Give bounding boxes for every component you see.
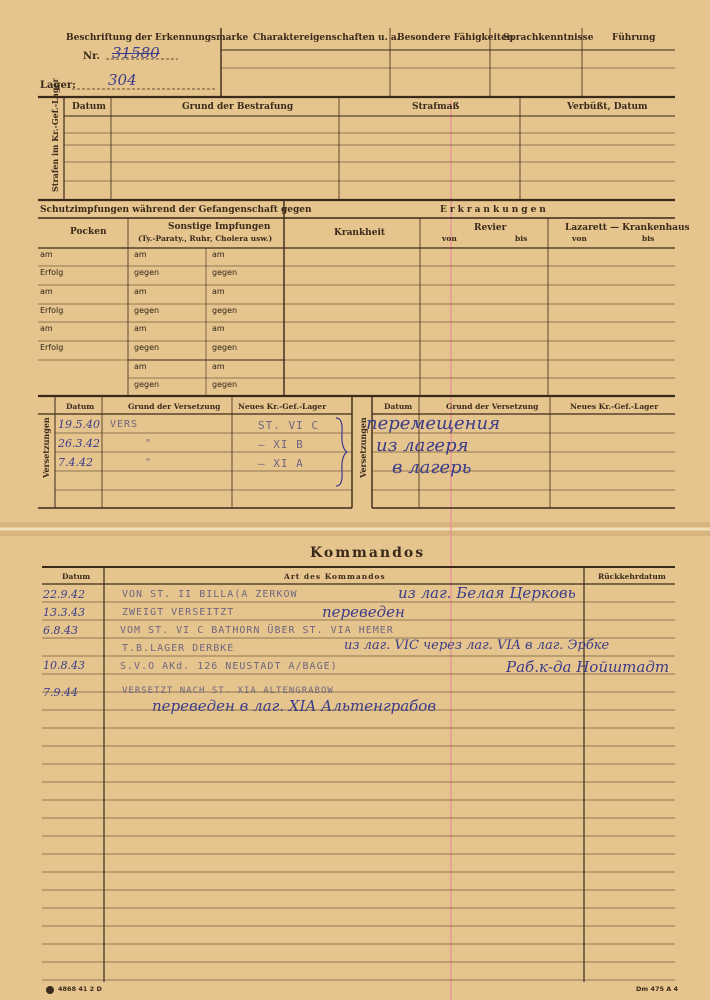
- vers-header-grund-2: Grund der Versetzung: [446, 402, 539, 411]
- vers-header-grund: Grund der Versetzung: [128, 402, 221, 411]
- impfungen-title: Schutzimpfungen während der Gefangenschaft gegen: [40, 205, 312, 215]
- komm-datum-3: 6.8.43: [43, 624, 78, 637]
- impfung-cell: am: [212, 324, 225, 333]
- versetzungen-side-label-left: Versetzungen: [41, 417, 51, 478]
- lazarett-header: Lazarett — Krankenhaus: [565, 223, 690, 233]
- komm-note-5: Раб.к-да Нойштадт: [506, 658, 670, 676]
- impfung-cell: am: [40, 250, 53, 259]
- footer-left: 4868 41 2 D: [58, 985, 102, 993]
- komm-text-4: T.B.LAGER DERBKE: [122, 643, 235, 654]
- impfung-cell: am: [212, 287, 225, 296]
- vers-header-lager-2: Neues Kr.-Gef.-Lager: [570, 402, 659, 411]
- header-charakter: Charaktereigenschaften u. a.: [253, 33, 400, 43]
- vers-grund-2: ": [145, 438, 153, 449]
- lazarett-bis: bis: [642, 234, 655, 243]
- komm-note-2: переведен: [322, 603, 405, 621]
- lazarett-von: von: [572, 234, 587, 243]
- impfung-cell: am: [134, 362, 147, 371]
- vers-header-datum-2: Datum: [384, 402, 413, 411]
- impfung-cell: am: [212, 250, 225, 259]
- kommandos-title: Kommandos: [310, 545, 426, 561]
- impfung-cell: gegen: [134, 343, 160, 352]
- impfung-cell: am: [134, 250, 147, 259]
- impfung-cell: gegen: [212, 380, 238, 389]
- komm-datum-2: 13.3.43: [43, 606, 85, 619]
- vers-lager-1: ST. VI C: [258, 419, 319, 432]
- komm-note-7: переведен в лаг. XIA Альтенграбов: [152, 697, 437, 715]
- komm-text-6: VERSETZT NACH ST. XIA ALTENGRABOW: [122, 686, 334, 696]
- komm-note-4: из лаг. VIC через лаг. VIA в лаг. Эрбке: [344, 638, 610, 653]
- komm-note-1: из лаг. Белая Церковь: [398, 584, 576, 602]
- revier-von: von: [442, 234, 457, 243]
- vers-header-lager: Neues Kr.-Gef.-Lager: [238, 402, 327, 411]
- vers-datum-3: 7.4.42: [58, 456, 93, 469]
- impfung-cell: gegen: [212, 268, 238, 277]
- impfung-cell: gegen: [134, 306, 160, 315]
- komm-datum-5: 7.9.44: [43, 686, 78, 699]
- strafen-side-label: Strafen im Kr.-Gef.-Lager: [50, 78, 60, 192]
- marke-label: Beschriftung der Erkennungsmarke: [66, 33, 249, 43]
- impfung-cell: Erfolg: [40, 343, 64, 352]
- komm-text-2: ZWEIGT VERSEITZT: [122, 607, 235, 618]
- strafen-header-datum: Datum: [72, 102, 106, 112]
- versetzungen-side-label-right: Versetzungen: [358, 417, 368, 478]
- revier-bis: bis: [515, 234, 528, 243]
- impfung-cell: Erfolg: [40, 306, 64, 315]
- komm-text-5: S.V.O AKd. 126 NEUSTADT A/BAGE): [120, 661, 338, 672]
- pocken-header: Pocken: [70, 227, 107, 237]
- vers-header-datum: Datum: [66, 402, 95, 411]
- impfung-cell: am: [134, 324, 147, 333]
- impfung-cell: gegen: [134, 268, 160, 277]
- komm-datum-4: 10.8.43: [43, 659, 85, 672]
- header-fuehrung: Führung: [612, 33, 656, 43]
- vers-lager-2: — XI B: [258, 438, 304, 451]
- header-sprachen: Sprachkenntnisse: [503, 33, 594, 43]
- printer-mark-icon: [46, 986, 54, 994]
- komm-header-art: Art des Kommandos: [284, 572, 386, 581]
- komm-text-1: VON ST. II BILLA(A ZERKOW: [122, 589, 298, 600]
- komm-text-3: VOM ST. VI C BATHORN ÜBER ST. VIA HEMER: [120, 625, 394, 636]
- vers-lager-3: — XI A: [258, 457, 304, 470]
- sonstige-header: Sonstige Impfungen: [168, 222, 271, 232]
- footer-right: Dm 475 A 4: [636, 985, 679, 993]
- lager-value: 304: [108, 71, 137, 89]
- vers-grund-1: VERS: [110, 419, 139, 430]
- strafen-header-strafmass: Strafmaß: [412, 102, 460, 112]
- lager-label: Lager:: [40, 80, 76, 91]
- komm-datum-1: 22.9.42: [43, 588, 85, 601]
- revier-header: Revier: [474, 223, 507, 233]
- vers-datum-1: 19.5.40: [58, 418, 100, 431]
- strafen-header-grund: Grund der Bestrafung: [182, 102, 294, 112]
- nr-label: Nr.: [83, 51, 100, 62]
- vers-note-3: в лагерь: [392, 457, 472, 478]
- impfung-cell: gegen: [212, 306, 238, 315]
- komm-header-rueckkehr: Rückkehrdatum: [598, 572, 666, 581]
- strafen-header-verbuesst: Verbüßt, Datum: [567, 102, 648, 112]
- erkrankungen-title: Erkrankungen: [440, 205, 549, 215]
- impfung-cell: am: [40, 287, 53, 296]
- impfung-cell: gegen: [134, 380, 160, 389]
- krankheit-header: Krankheit: [334, 228, 386, 238]
- vers-note-1: перемещения: [366, 413, 501, 434]
- impfung-cell: am: [134, 287, 147, 296]
- header-faehigkeiten: Besondere Fähigkeiten: [397, 33, 514, 43]
- komm-header-datum: Datum: [62, 572, 91, 581]
- vers-datum-2: 26.3.42: [58, 437, 100, 450]
- vers-grund-3: ": [145, 457, 153, 468]
- impfung-cell: am: [40, 324, 53, 333]
- impfung-cell: gegen: [212, 343, 238, 352]
- nr-value: 31580: [112, 44, 160, 62]
- sonstige-subheader: (Ty.-Paraty., Ruhr, Cholera usw.): [138, 234, 273, 243]
- impfung-cell: Erfolg: [40, 268, 64, 277]
- impfung-cell: am: [212, 362, 225, 371]
- vers-note-2: из лагеря: [376, 435, 469, 456]
